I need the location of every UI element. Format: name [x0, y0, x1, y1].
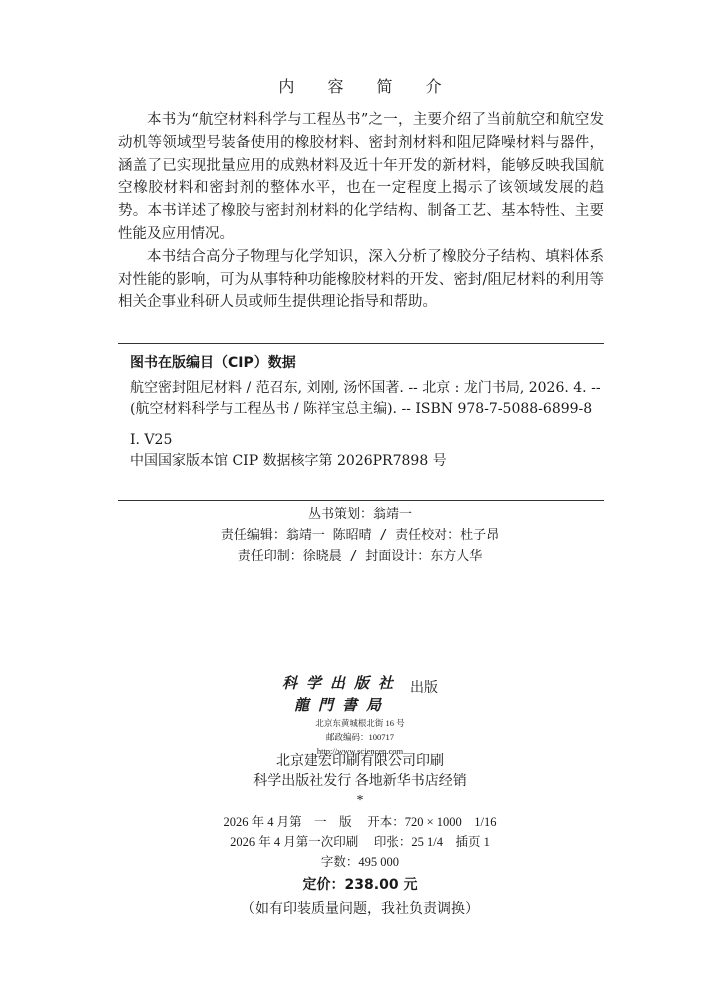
- separator-star: *: [356, 793, 364, 808]
- publisher-name-longmen: 龍門書局: [293, 696, 390, 714]
- summary-paragraph: 本书为“航空材料科学与工程丛书”之一，主要介绍了当前航空和航空发动机等领域型号装备使用的橡胶材料、密封剂材料和阻尼降噪材料与器件，涵盖了已实现批量应用的成熟材料及近十年开发的新材料，能够反映我国航空橡胶材料和密封剂的整体水平，也在一定程度上揭示了该领域发展的趋势。本书详述了橡胶与密封剂材料的化学结构、制备工艺、基本特性、主要性能及应用情况。: [118, 112, 604, 242]
- page-title: 内 容 简 介: [278, 77, 456, 96]
- divider-bottom: [118, 500, 604, 501]
- content-summary: [118, 109, 604, 314]
- price: 定价：238.00 元: [302, 877, 418, 893]
- cip-heading: 图书在版编目（CIP）数据: [130, 355, 296, 371]
- distribution-info: 科学出版社发行 各地新华书店经销: [253, 774, 467, 789]
- printing-info: [0, 752, 720, 922]
- cip-record-number: 中国国家版本馆 CIP 数据核字第 2026PR7898 号: [130, 453, 447, 469]
- word-count: 字数：495 000: [320, 855, 400, 869]
- publisher-block: [0, 672, 720, 758]
- cip-block: [130, 353, 604, 472]
- cip-record-body: 航空密封阻尼材料 / 范召东, 刘刚, 汤怀国著. -- 北京 : 龙门书局, 2026. 4. --(航空材料科学与工程丛书 / 陈祥宝总主编). -- ISBN 978-7-5088-6899-8: [130, 380, 601, 417]
- series-planner: 丛书策划：翁靖一: [307, 507, 412, 522]
- printer-name: 北京建宏印刷有限公司印刷: [276, 754, 444, 769]
- cip-class-number: I. V25: [130, 432, 173, 448]
- edition-line-2: 2026 年 4 月第一次印刷 印张：25 1/4 插页 1: [230, 835, 490, 849]
- publisher-suffix: 出版: [410, 680, 438, 696]
- staff-credits: [0, 504, 720, 567]
- edition-line-1: 2026 年 4 月第 一 版 开本：720 × 1000 1/16: [223, 815, 497, 829]
- publisher-name-science-press: 科学出版社: [281, 674, 402, 692]
- divider-top: [118, 343, 604, 344]
- responsible-editors: 责任编辑：翁靖一 陈昭晴 / 责任校对：杜子昂: [220, 528, 500, 543]
- publisher-address: 北京东黄城根北街 16 号: [315, 718, 405, 728]
- publisher-url: http://www.sciencep.com: [316, 746, 404, 756]
- summary-paragraph: 本书结合高分子物理与化学知识，深入分析了橡胶分子结构、填料体系对性能的影响，可为从事特种功能橡胶材料的开发、密封/阻尼材料的利用等相关企事业科研人员或师生提供理论指导和帮助。: [118, 248, 604, 311]
- publisher-logo: [282, 672, 438, 716]
- publisher-postcode: 邮政编码：100717: [325, 732, 394, 742]
- quality-notice: （如有印装质量问题，我社负责调换）: [241, 902, 479, 917]
- print-and-cover-design: 责任印制：徐晓晨 / 封面设计：东方人华: [237, 549, 483, 564]
